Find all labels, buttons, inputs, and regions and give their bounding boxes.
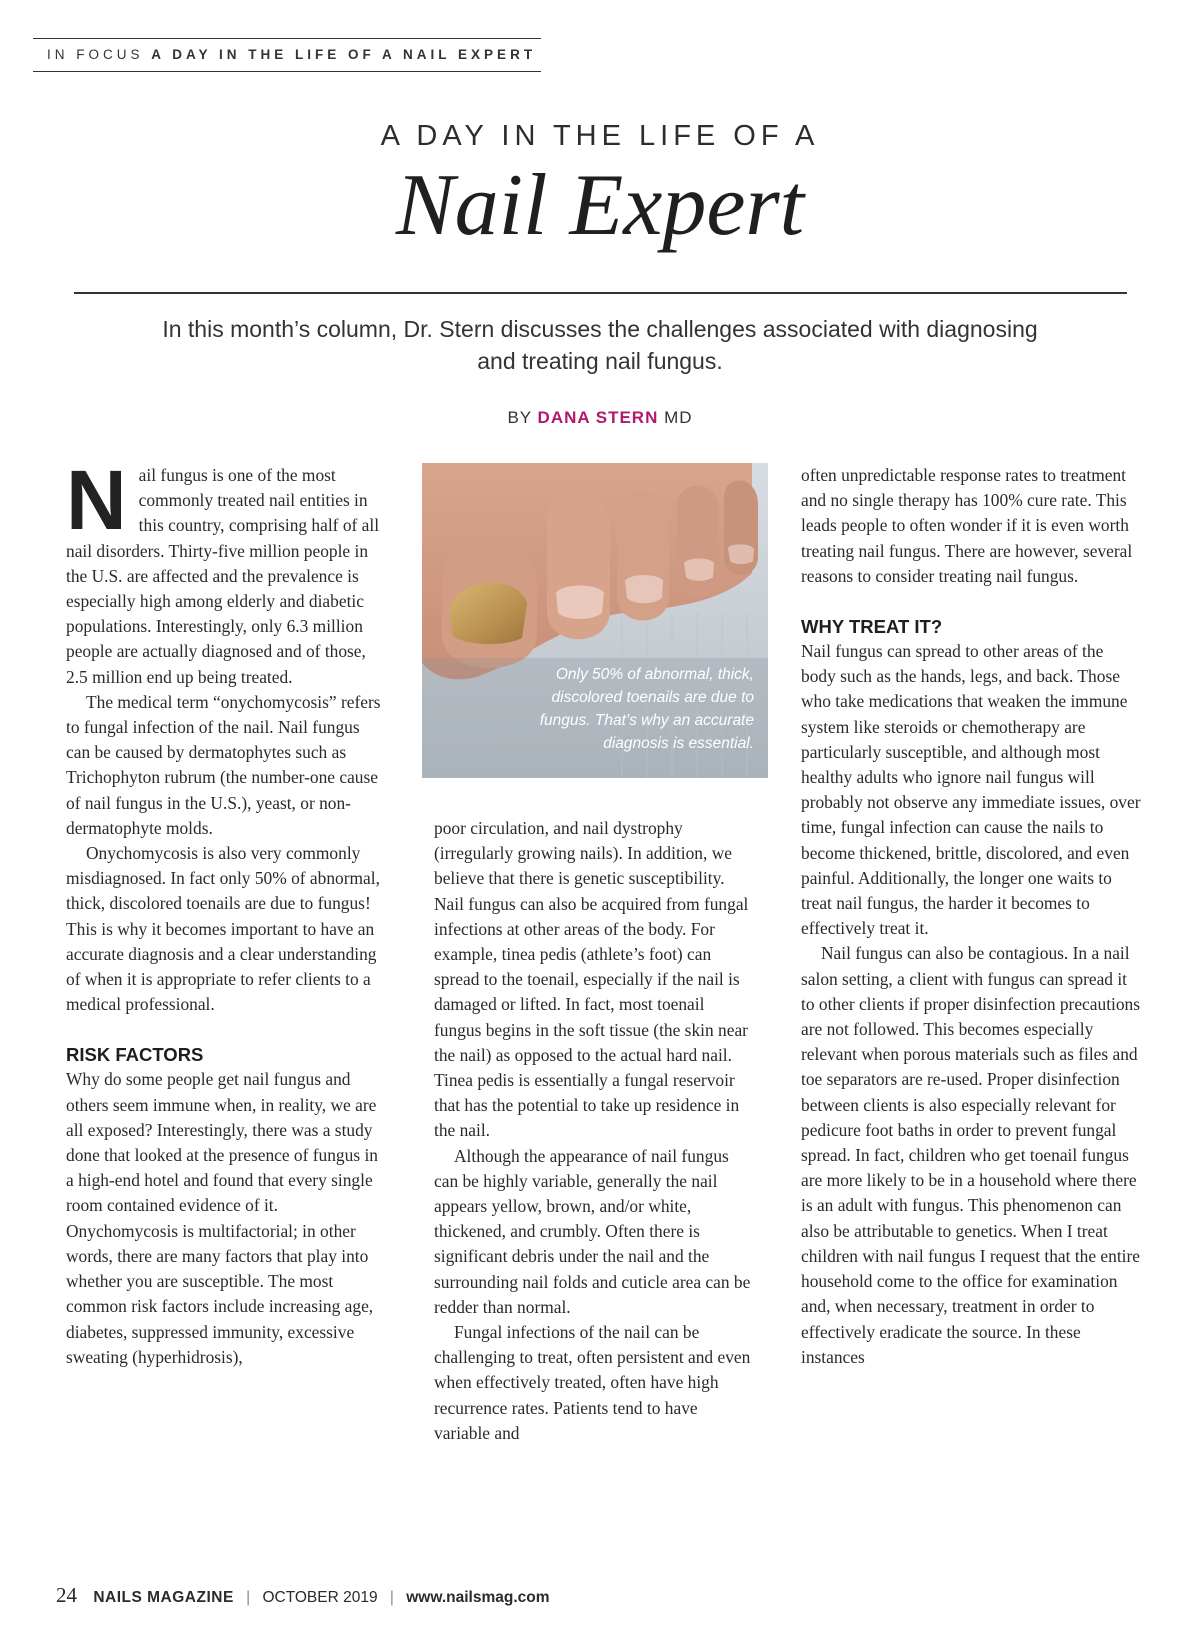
- byline-suffix: MD: [664, 408, 693, 427]
- page-title: Nail Expert: [395, 157, 805, 254]
- body-paragraph: poor circulation, and nail dystrophy (irregularly growing nails). In addition, we believe that there is genetic susceptibility. Nail fungus can also be acquired from fungal infections at other areas of the body. For example, tinea pedis (athlete’s foot) can spread to the toenail, especially if the nail is damaged or lifted. In fact, most toenail fungus begins in the soft tissue (the skin near the nail) as opposed to the actual hard nail. Tinea pedis is essentially a fungal reservoir that has the potential to take up residence in the nail.: [434, 818, 749, 1141]
- lead-paragraph: [66, 453, 388, 690]
- lead-paragraph-text: ail fungus is one of the most commonly treated nail entities in this country, comprising half of all nail disorders. Thirty-five million people in the U.S. are affected and the prevalence is especially high among elderly and diabetic populations. Interestingly, only 6.3 million people are actually diagnosed and of those, 2.5 million end up being treated.: [66, 465, 380, 687]
- footer-separator: |: [246, 1589, 251, 1606]
- photo-caption: Only 50% of abnormal, thick, discolored toenails are due to fungus. That’s why an accurate diagnosis is essential.: [539, 666, 754, 752]
- section-heading-why-treat-it: WHY TREAT IT?: [801, 616, 943, 638]
- byline: [0, 408, 1200, 428]
- body-paragraph: Nail fungus can also be contagious. In a nail salon setting, a client with fungus can spread it to other clients if proper disinfection precautions are not followed. This becomes especially relevant when porous materials such as files and toe separators are re-used. Proper disinfection between clients is also especially relevant for pedicure foot baths in order to prevent fungal spread. In fact, children who get toenail fungus are more likely to be in a household where there is an adult with fungus. This phenomenon can also be attributable to genetics. When I treat children with nail fungus I request that the entire household come to the office for examination and, when necessary, treatment in order to effectively eradicate the source. In these instances: [801, 943, 1141, 1367]
- body-paragraph: Nail fungus can spread to other areas of the body such as the hands, legs, and back. Those who take medications that weaken the immune system like steroids or chemotherapy are particularly susceptible, and although most healthy adults who ignore nail fungus will probably not observe any immediate issues, over time, fungal infection can cause the nails to become thickened, brittle, discolored, and even painful. Additionally, the longer one waits to treat nail fungus, the harder it becomes to effectively treat it.: [801, 641, 1141, 939]
- article-dek: In this month’s column, Dr. Stern discusses the challenges associated with diagnosing and treating nail fungus.: [162, 316, 1038, 374]
- body-paragraph: Why do some people get nail fungus and others seem immune when, in reality, we are all exposed? Interestingly, there was a study done that looked at the presence of fungus in a high-end hotel and found that every single room contained evidence of it. Onychomycosis is multifactorial; in other words, there are many factors that play into whether you are susceptible. The most common risk factors include increasing age, diabetes, suppressed immunity, excessive sweating (hyperhidrosis),: [66, 1069, 378, 1367]
- body-paragraph: Onychomycosis is also very commonly misdiagnosed. In fact only 50% of abnormal, thick, discolored toenails are due to fungus! This is why it becomes important to have an accurate diagnosis and a clear understanding of when it is appropriate to refer clients to a medical professional.: [66, 843, 380, 1015]
- title-divider: [74, 292, 1127, 294]
- drop-cap: N: [66, 453, 127, 547]
- article-column-1: [66, 453, 388, 1370]
- byline-prefix: BY: [507, 408, 532, 427]
- body-paragraph: Although the appearance of nail fungus can be highly variable, generally the nail appears yellow, brown, and/or white, thickened, and crumbly. Often there is significant debris under the nail and the surrounding nail folds and cuticle area can be redder than normal.: [434, 1145, 751, 1317]
- body-paragraph: The medical term “onychomycosis” refers to fungal infection of the nail. Nail fungus can be caused by dermatophytes such as Trichophyton rubrum (the number-one cause of nail fungus in the U.S.), yeast, or non-dermatophyte molds.: [66, 691, 381, 838]
- toenail-fungus-photo: [422, 463, 768, 778]
- page-number: 24: [56, 1583, 77, 1607]
- magazine-name: NAILS MAGAZINE: [93, 1589, 234, 1606]
- article-column-3: [801, 463, 1141, 1370]
- issue-date: OCTOBER 2019: [262, 1589, 378, 1606]
- article-column-2: [434, 816, 756, 1446]
- title-overline: A DAY IN THE LIFE OF A: [380, 120, 820, 152]
- body-paragraph: often unpredictable response rates to treatment and no single therapy has 100% cure rate. This leads people to often wonder if it is even worth treating nail fungus. There are however, several reasons to consider treating nail fungus.: [801, 465, 1133, 586]
- body-paragraph: Fungal infections of the nail can be challenging to treat, often persistent and even when effectively treated, often have high recurrence rates. Patients tend to have variable and: [434, 1322, 751, 1443]
- footer-separator: |: [389, 1589, 394, 1606]
- byline-author: DANA STERN: [537, 408, 659, 427]
- section-topic: A DAY IN THE LIFE OF A NAIL EXPERT: [151, 47, 537, 62]
- section-kicker: IN FOCUS: [47, 47, 144, 62]
- section-heading-risk-factors: RISK FACTORS: [66, 1044, 204, 1066]
- magazine-url[interactable]: www.nailsmag.com: [406, 1589, 550, 1606]
- page-footer: [56, 1583, 550, 1608]
- section-header: [33, 38, 541, 72]
